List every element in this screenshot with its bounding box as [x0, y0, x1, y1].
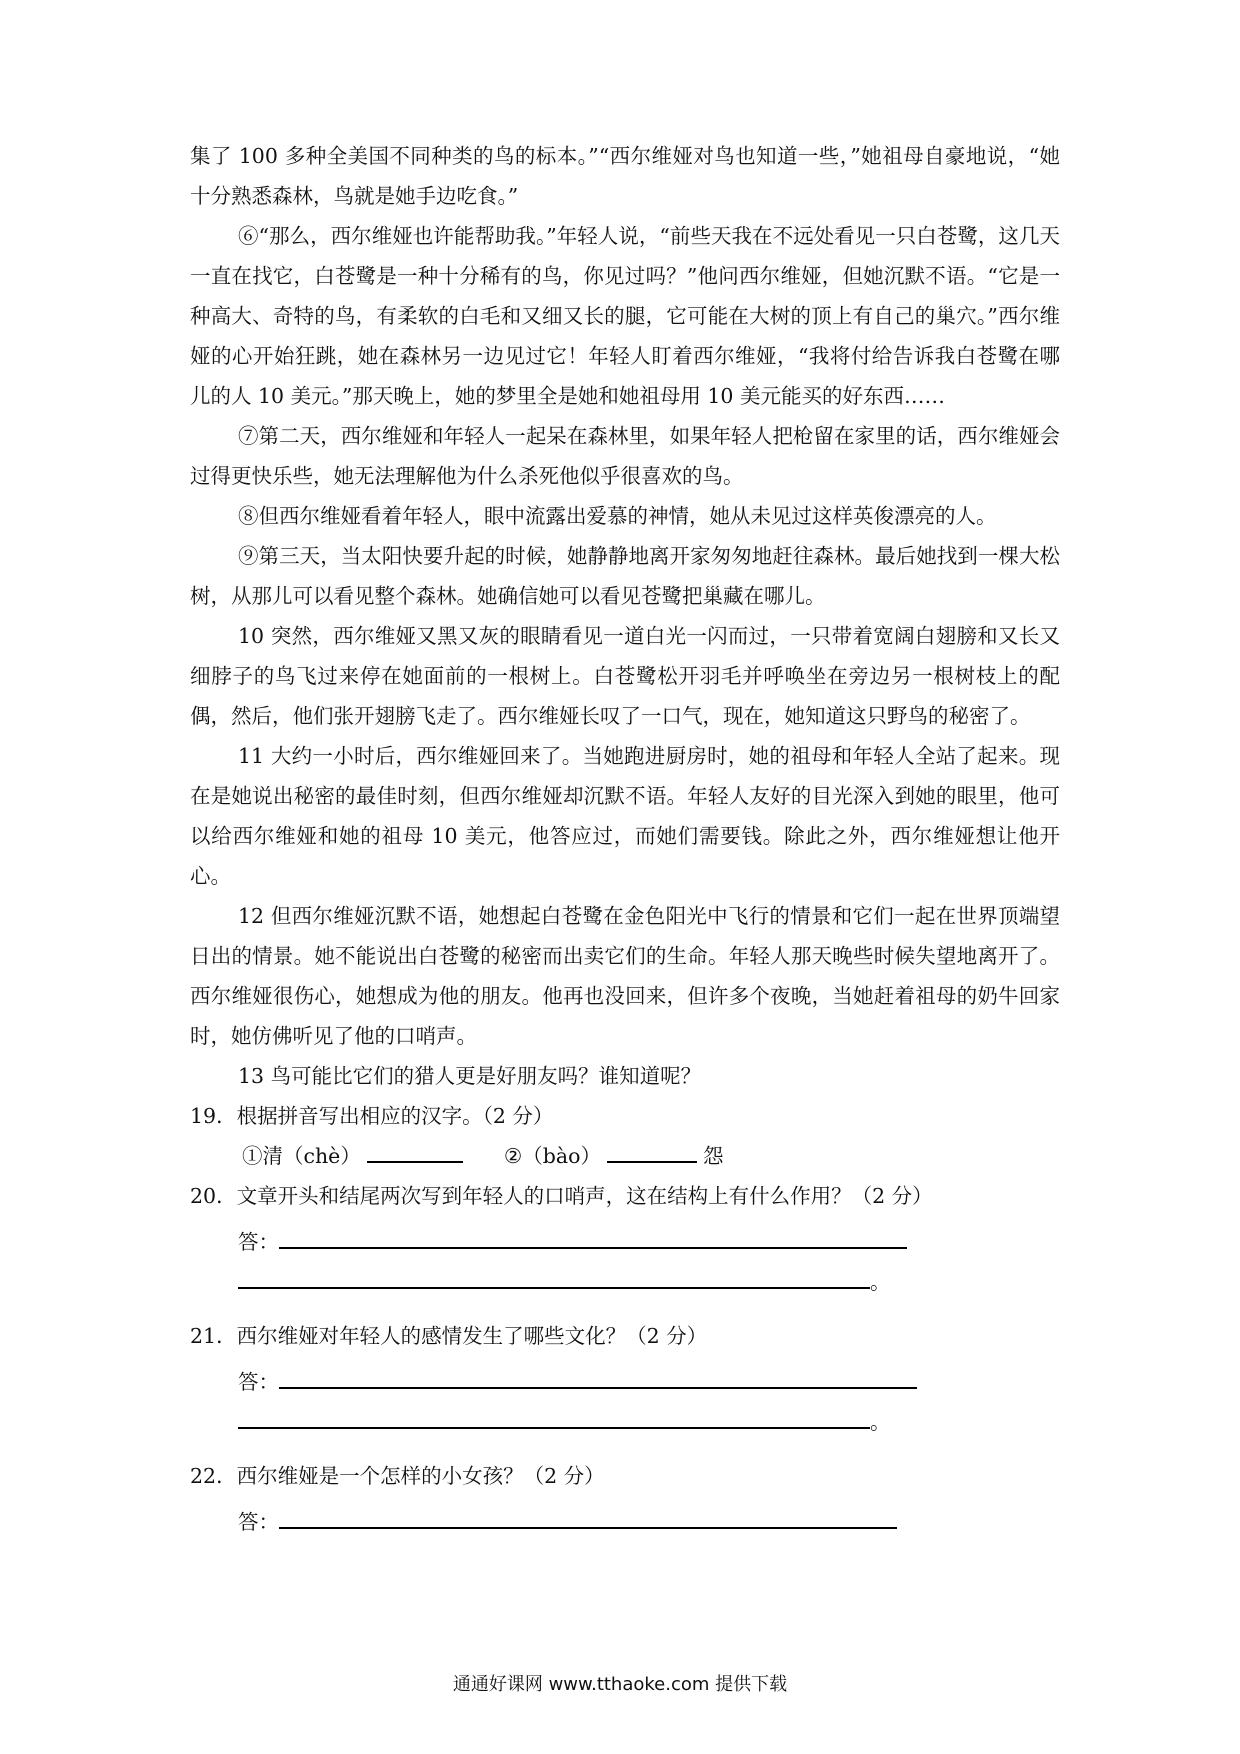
question-21-answer-line-1[interactable] [279, 1363, 917, 1389]
passage-paragraph-8: ⑧但西尔维娅看着年轻人，眼中流露出爱慕的神情，她从未见过这样英俊漂亮的人。 [238, 504, 997, 528]
question-22-answer-label: 答： [238, 1510, 279, 1534]
passage-paragraph-1: 集了 100 多种全美国不同种类的鸟的标本。”“西尔维娅对鸟也知道一些，”她祖母自豪地说，“她十分熟悉森林，鸟就是她手边吃食。” [190, 144, 1060, 208]
passage-paragraph-6: ⑥“那么，西尔维娅也许能帮助我。”年轻人说，“前些天我在不远处看见一只白苍鹭，这几天一直在找它，白苍鹭是一种十分稀有的鸟，你见过吗？”他问西尔维娅，但她沉默不语。“它是一种高大、奇特的鸟，有柔软的白毛和又细又长的腿，它可能在大树的顶上有自己的巢穴。”西尔维娅的心开始狂跳，她在森林另一边见过它！年轻人盯着西尔维娅，“我将付给告诉我白苍鹭在哪儿的人 10 美元。”那天晚上，她的梦里全是她和她祖母用 10 美元能买的好东西…… [190, 224, 1060, 408]
question-19-item-2-prefix: ②（bào） [503, 1144, 601, 1168]
passage-paragraph-10: 10 突然，西尔维娅又黑又灰的眼睛看见一道白光一闪而过，一只带着宽阔白翅膀和又长又细脖子的鸟飞过来停在她面前的一根树上。白苍鹭松开羽毛并呼唤坐在旁边另一根树枝上的配偶，然后，他们张开翅膀飞走了。西尔维娅长叹了一口气，现在，她知道这只野鸟的秘密了。 [190, 624, 1060, 728]
question-22-answer-line-1[interactable] [279, 1503, 897, 1529]
question-20-answer-line-2[interactable] [238, 1263, 870, 1289]
passage-paragraph-13: 13 鸟可能比它们的猎人更是好朋友吗？谁知道呢？ [238, 1064, 702, 1088]
question-22-stem: 22．西尔维娅是一个怎样的小女孩？（2 分） [190, 1464, 605, 1488]
question-21-stem: 21．西尔维娅对年轻人的感情发生了哪些文化？（2 分） [190, 1324, 708, 1348]
question-19-item-2-blank[interactable] [607, 1137, 697, 1163]
passage-paragraph-12: 12 但西尔维娅沉默不语，她想起白苍鹭在金色阳光中飞行的情景和它们一起在世界顶端望日出的情景。她不能说出白苍鹭的秘密而出卖它们的生命。年轻人那天晚些时候失望地离开了。西尔维娅很伤心，她想成为他的朋友。他再也没回来，但许多个夜晚，当她赶着祖母的奶牛回家时，她仿佛听见了他的口哨声。 [190, 904, 1060, 1048]
passage-paragraph-11: 11 大约一小时后，西尔维娅回来了。当她跑进厨房时，她的祖母和年轻人全站了起来。现在是她说出秘密的最佳时刻，但西尔维娅却沉默不语。年轻人友好的目光深入到她的眼里，他可以给西尔维娅和她的祖母 10 美元，他答应过，而她们需要钱。除此之外，西尔维娅想让他开心。 [190, 744, 1060, 888]
passage-paragraph-7: ⑦第二天，西尔维娅和年轻人一起呆在森林里，如果年轻人把枪留在家里的话，西尔维娅会过得更快乐些，她无法理解他为什么杀死他似乎很喜欢的鸟。 [190, 424, 1060, 488]
question-20-answer-row-2 [190, 1262, 1060, 1302]
question-19-item-1-prefix: ①清（chè） [242, 1144, 361, 1168]
reading-passage [190, 136, 1060, 1542]
question-19-item-1-blank[interactable] [367, 1137, 463, 1163]
question-20-end-mark: 。 [870, 1270, 891, 1294]
question-21-end-mark: 。 [870, 1410, 891, 1434]
question-19-items [190, 1136, 1060, 1176]
question-19-item-2-suffix: 怨 [702, 1144, 724, 1168]
question-20-answer-row [190, 1222, 1060, 1262]
question-21-answer-row [190, 1362, 1060, 1402]
question-21-answer-line-2[interactable] [238, 1403, 870, 1429]
question-20-answer-line-1[interactable] [279, 1223, 907, 1249]
passage-paragraph-9: ⑨第三天，当太阳快要升起的时候，她静静地离开家匆匆地赶往森林。最后她找到一棵大松树，从那儿可以看见整个森林。她确信她可以看见苍鹭把巢藏在哪儿。 [190, 544, 1060, 608]
question-22-answer-row [190, 1502, 1060, 1542]
question-20-answer-label: 答： [238, 1230, 279, 1254]
question-19-stem: 19．根据拼音写出相应的汉字。（2 分） [190, 1104, 554, 1128]
page-footer: 通通好课网 www.tthaoke.com 提供下载 [452, 1674, 788, 1695]
question-21-answer-row-2 [190, 1402, 1060, 1442]
question-20-stem: 20．文章开头和结尾两次写到年轻人的口哨声，这在结构上有什么作用？（2 分） [190, 1184, 933, 1208]
question-21-answer-label: 答： [238, 1370, 279, 1394]
